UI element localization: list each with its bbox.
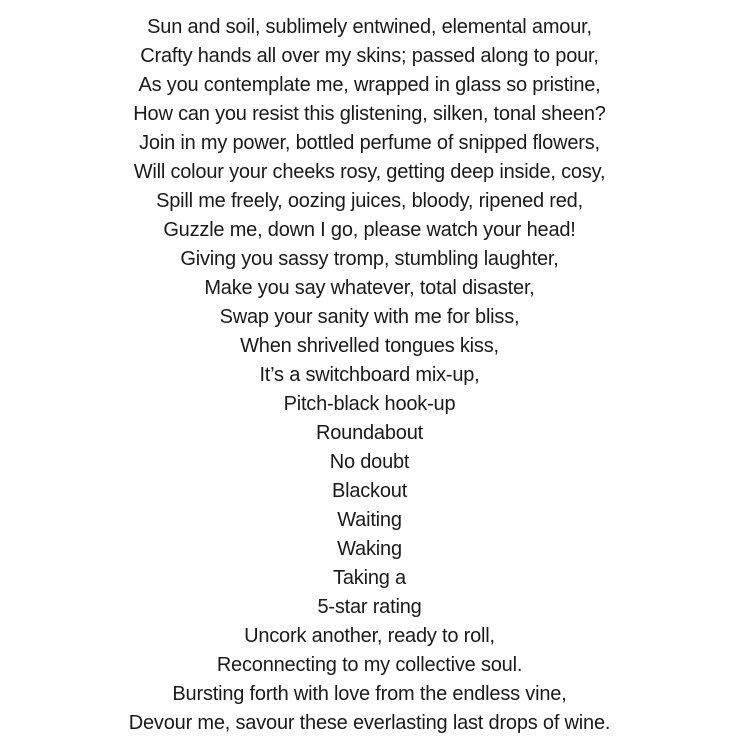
poem-line: Crafty hands all over my skins; passed along to pour, xyxy=(140,45,599,67)
poem-line: Devour me, savour these everlasting last drops of wine. xyxy=(128,712,611,734)
poem-line: Waiting xyxy=(337,509,402,531)
poem-line: Taking a xyxy=(333,567,406,589)
poem-line: Roundabout xyxy=(316,422,423,444)
poem-line: Giving you sassy tromp, stumbling laughter, xyxy=(180,248,559,270)
poem-line: When shrivelled tongues kiss, xyxy=(240,335,499,357)
poem-line: Make you say whatever, total disaster, xyxy=(204,277,535,299)
poem-line: Spill me freely, oozing juices, bloody, ripened red, xyxy=(156,190,583,212)
poem-line: Sun and soil, sublimely entwined, elemental amour, xyxy=(147,16,592,38)
poem-line: Guzzle me, down I go, please watch your head! xyxy=(163,219,576,241)
poem-line: Uncork another, ready to roll, xyxy=(244,625,495,647)
poem-line: Waking xyxy=(337,538,402,560)
poem-line: Reconnecting to my collective soul. xyxy=(216,654,523,676)
poem-line: No doubt xyxy=(329,451,410,473)
poem-line: Pitch-black hook-up xyxy=(283,393,456,415)
poem-line: As you contemplate me, wrapped in glass so pristine, xyxy=(138,74,601,96)
poem-line: 5-star rating xyxy=(317,596,422,618)
poem-line: Blackout xyxy=(331,480,408,502)
poem-text-block xyxy=(0,13,739,738)
poem-line: Will colour your cheeks rosy, getting deep inside, cosy, xyxy=(133,161,606,183)
poem-line: Join in my power, bottled perfume of snipped flowers, xyxy=(139,132,600,154)
poem-line: Bursting forth with love from the endless vine, xyxy=(172,683,567,705)
poem-line: How can you resist this glistening, silken, tonal sheen? xyxy=(133,103,606,125)
poem-line: It’s a switchboard mix-up, xyxy=(259,364,480,386)
poem-line: Swap your sanity with me for bliss, xyxy=(219,306,520,328)
